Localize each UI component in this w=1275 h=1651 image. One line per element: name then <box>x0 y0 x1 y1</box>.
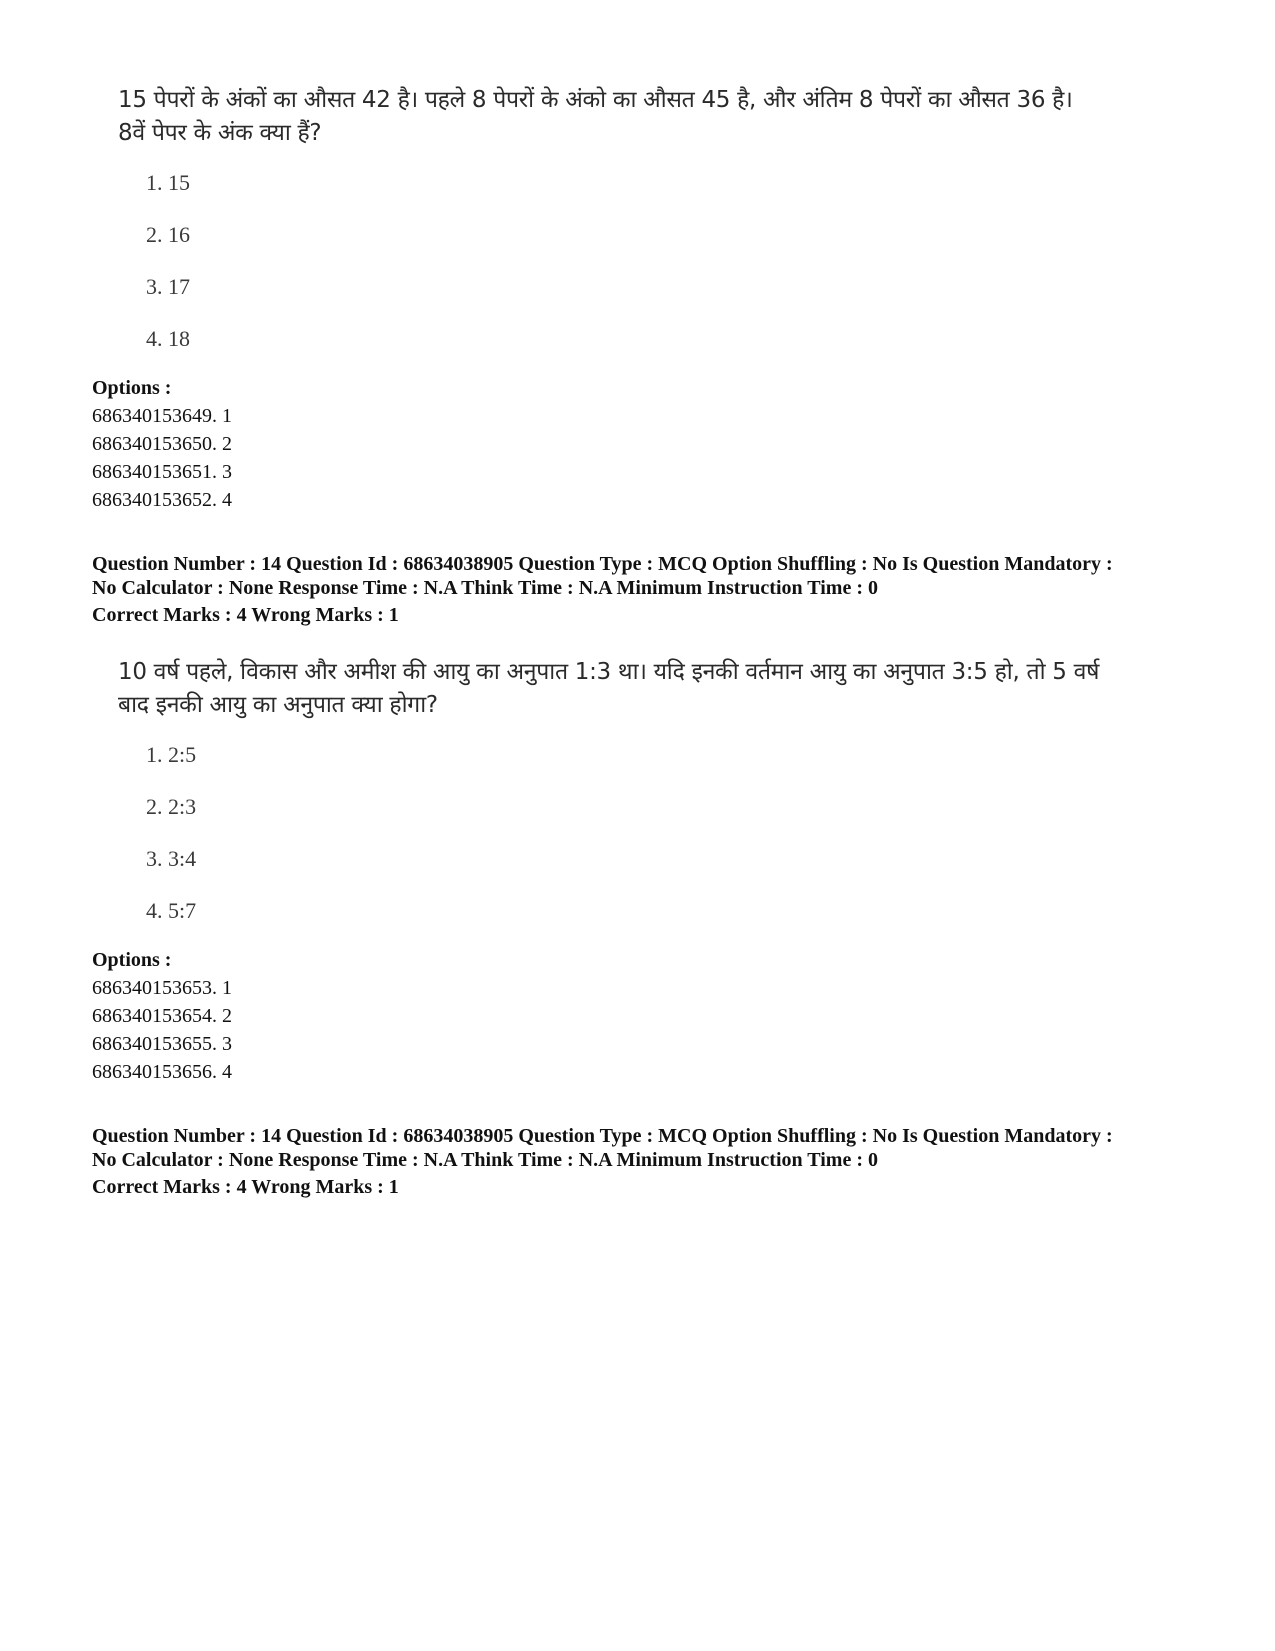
option-id-line: 686340153655. 3 <box>92 1033 232 1055</box>
options-heading: Options : <box>92 377 172 399</box>
option-id-line: 686340153651. 3 <box>92 461 232 483</box>
option-id-line: 686340153650. 2 <box>92 433 232 455</box>
marks-line: Correct Marks : 4 Wrong Marks : 1 <box>92 1176 399 1198</box>
question-line: 8वें पेपर के अंक क्या हैं? <box>118 120 322 146</box>
meta-line: No Calculator : None Response Time : N.A Think Time : N.A Minimum Instruction Time : 0 <box>92 577 878 599</box>
option-id-line: 686340153654. 2 <box>92 1005 232 1027</box>
option-id-line: 686340153653. 1 <box>92 977 232 999</box>
option-id-line: 686340153656. 4 <box>92 1061 232 1083</box>
choice-item: 3. 17 <box>146 274 190 299</box>
choice-item: 3. 3:4 <box>146 846 197 871</box>
choice-item: 1. 15 <box>146 170 190 195</box>
option-id-line: 686340153649. 1 <box>92 405 232 427</box>
marks-line: Correct Marks : 4 Wrong Marks : 1 <box>92 604 399 626</box>
meta-line: Question Number : 14 Question Id : 68634038905 Question Type : MCQ Option Shuffling : No Is Question Mandatory : <box>92 553 1113 575</box>
question-line: 15 पेपरों के अंकों का औसत 42 है। पहले 8 पेपरों के अंको का औसत 45 है, और अंतिम 8 पेपरों का औसत 36 है। <box>118 87 1073 113</box>
question-meta <box>92 552 1212 600</box>
question-meta <box>92 1124 1212 1172</box>
options-heading: Options : <box>92 949 172 971</box>
choice-item: 4. 18 <box>146 326 190 351</box>
question-text <box>118 656 1168 722</box>
option-id-line: 686340153652. 4 <box>92 489 232 511</box>
question-text <box>118 84 1168 150</box>
choice-item: 1. 2:5 <box>146 742 197 767</box>
question-line: बाद इनकी आयु का अनुपात क्या होगा? <box>118 692 438 718</box>
choice-item: 2. 16 <box>146 222 190 247</box>
question-line: 10 वर्ष पहले, विकास और अमीश की आयु का अनुपात 1:3 था। यदि इनकी वर्तमान आयु का अनुपात 3:5 हो, तो 5 वर्ष <box>118 659 1100 685</box>
meta-line: Question Number : 14 Question Id : 68634038905 Question Type : MCQ Option Shuffling : No Is Question Mandatory : <box>92 1125 1113 1147</box>
meta-line: No Calculator : None Response Time : N.A Think Time : N.A Minimum Instruction Time : 0 <box>92 1149 878 1171</box>
choice-item: 2. 2:3 <box>146 794 197 819</box>
choice-item: 4. 5:7 <box>146 898 197 923</box>
